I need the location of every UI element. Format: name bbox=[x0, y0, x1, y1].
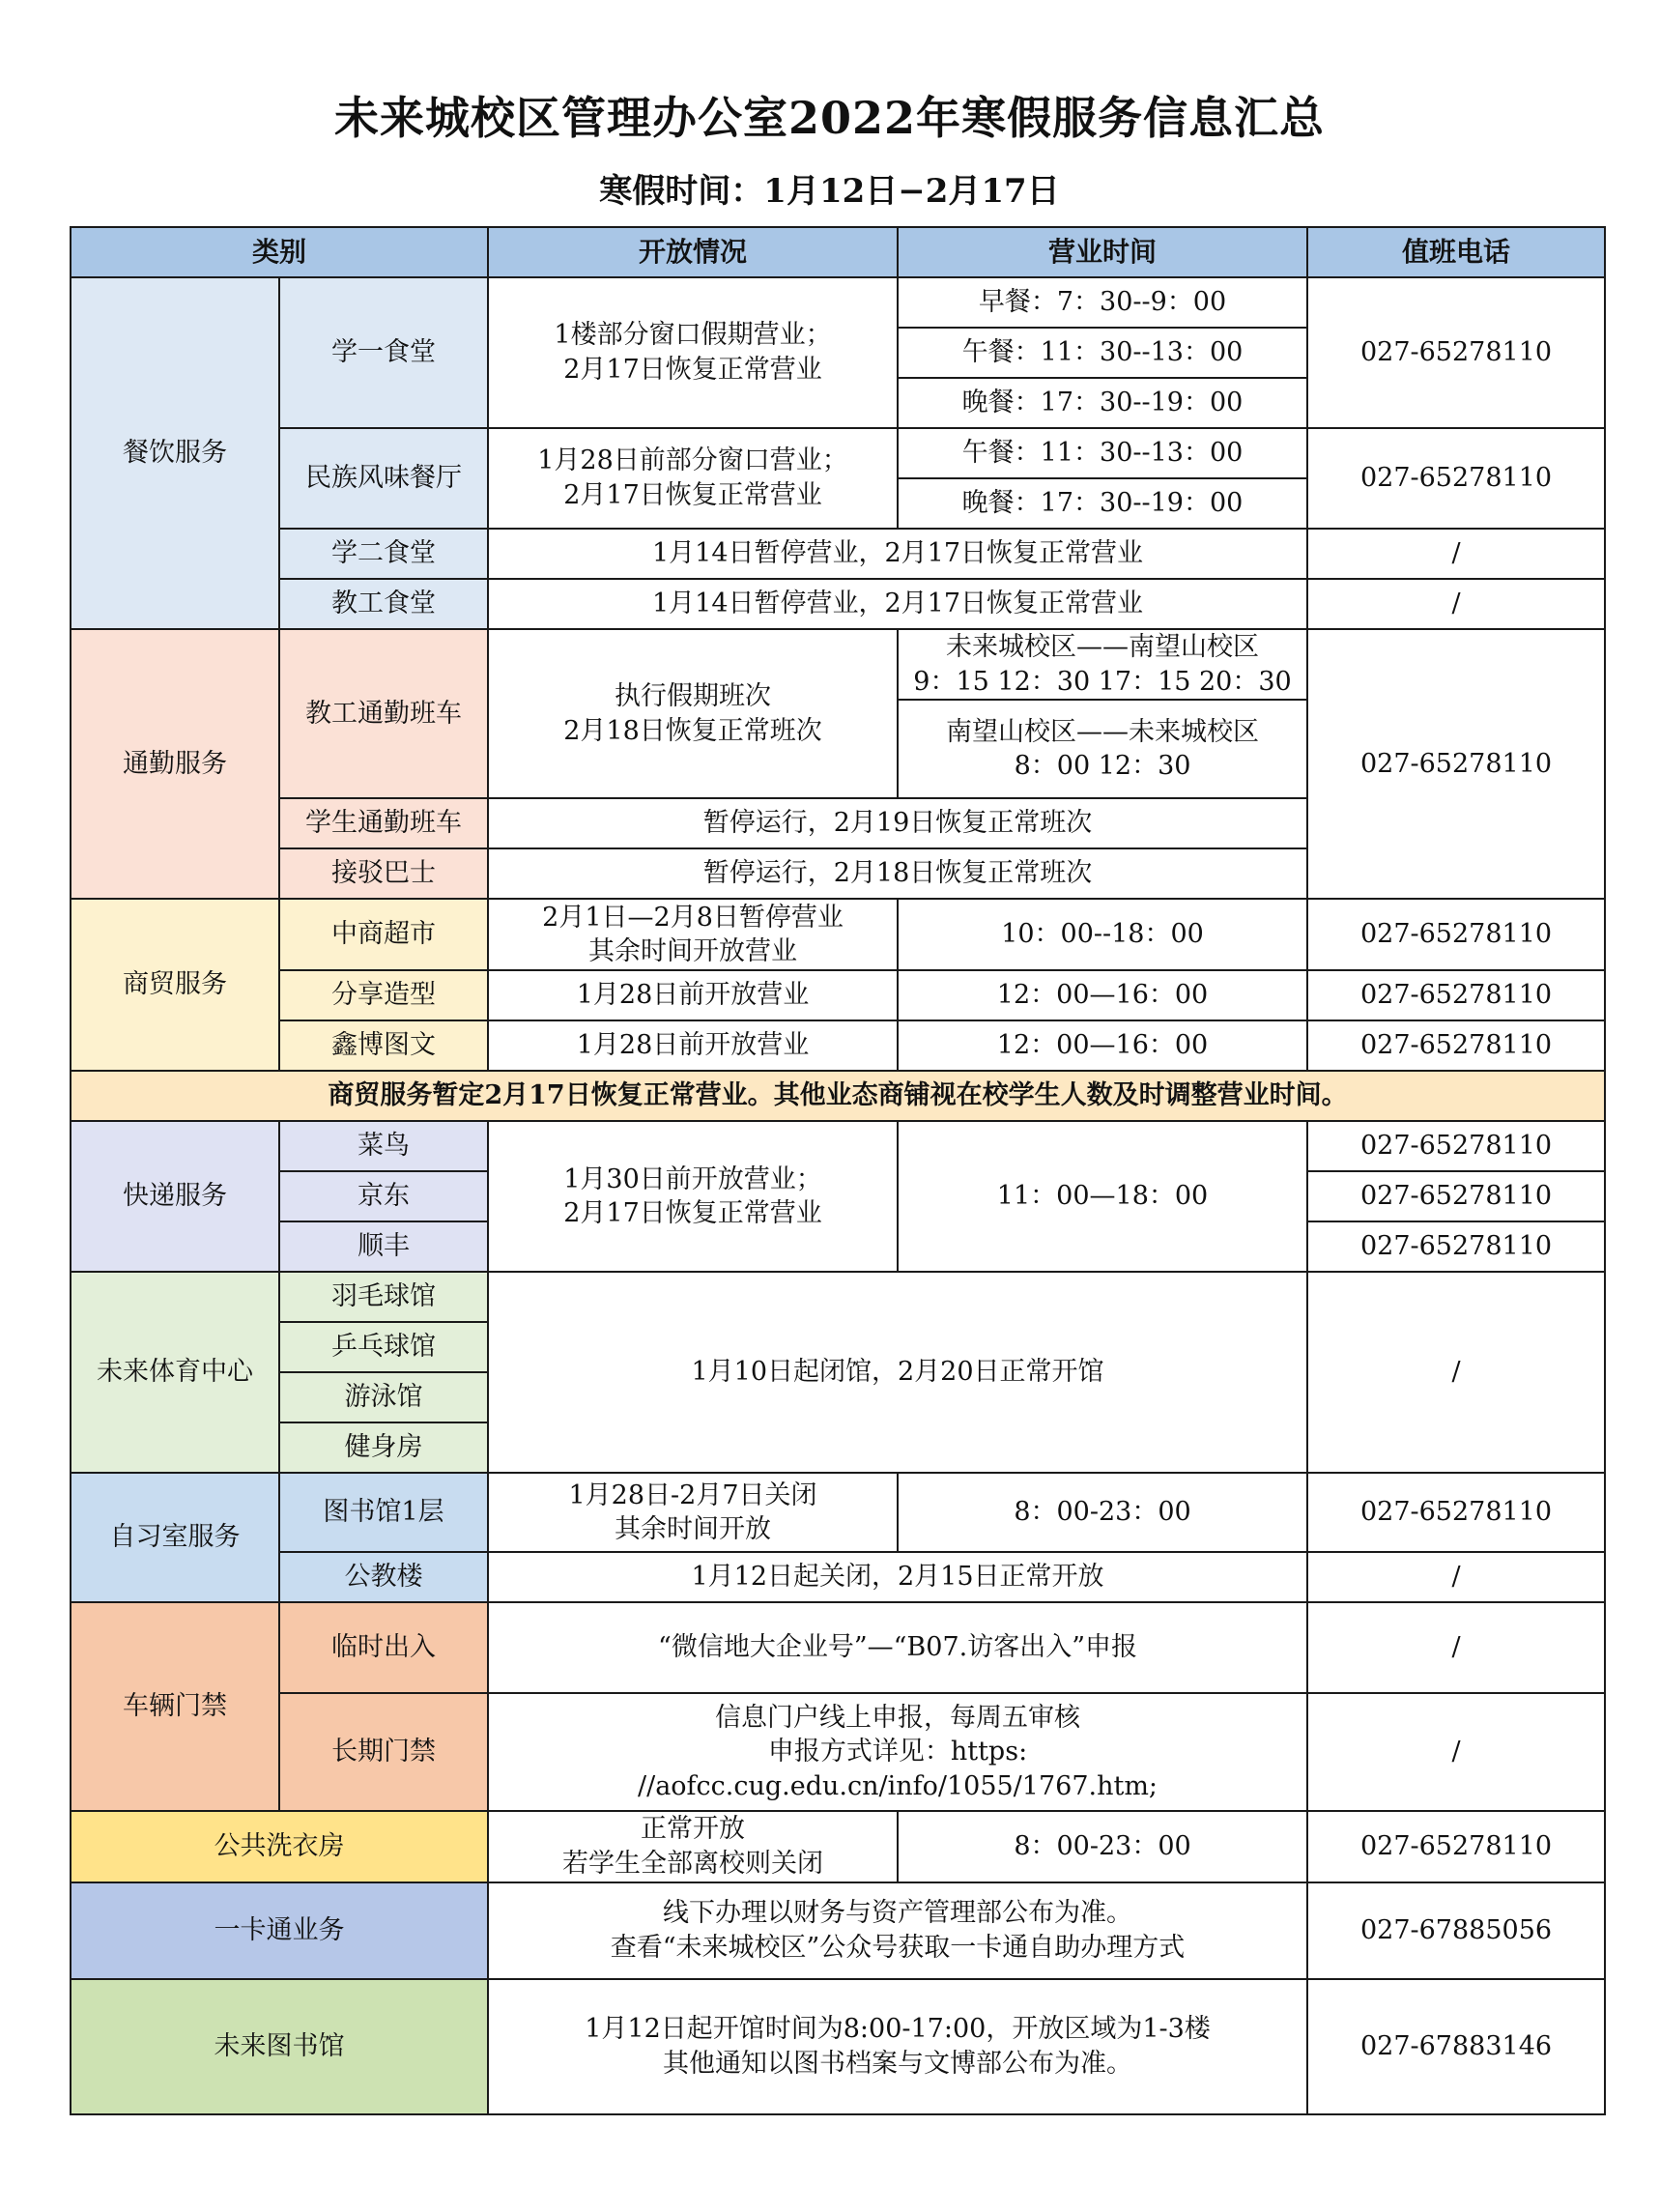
item-hours: 南望山校区——未来城校区 8：00 12：30 bbox=[898, 700, 1307, 798]
item-hours: 午餐：11：30--13：00 bbox=[898, 428, 1307, 478]
item-hours: 8：00-23：00 bbox=[898, 1811, 1307, 1882]
item-phone: 027-65278110 bbox=[1307, 1221, 1605, 1272]
table-row bbox=[71, 1693, 1605, 1811]
item-phone: 027-65278110 bbox=[1307, 1473, 1605, 1552]
item-phone: / bbox=[1307, 1272, 1605, 1473]
item-name: 临时出入 bbox=[279, 1602, 488, 1693]
item-phone: / bbox=[1307, 1602, 1605, 1693]
item-status: 暂停运行，2月19日恢复正常班次 bbox=[488, 798, 1307, 848]
category-sports: 未来体育中心 bbox=[71, 1272, 279, 1473]
table-row bbox=[71, 277, 1605, 328]
item-status: 1月12日起关闭，2月15日正常开放 bbox=[488, 1552, 1307, 1602]
item-name: 健身房 bbox=[279, 1422, 488, 1473]
item-name: 教工食堂 bbox=[279, 579, 488, 629]
item-phone: 027-67883146 bbox=[1307, 1979, 1605, 2114]
table-row bbox=[71, 428, 1605, 478]
table-row bbox=[71, 970, 1605, 1020]
item-status: 1月12日起开馆时间为8:00-17:00，开放区域为1-3楼 其他通知以图书档案与文博部公布为准。 bbox=[488, 1979, 1307, 2114]
item-hours: 午餐：11：30--13：00 bbox=[898, 328, 1307, 378]
item-phone: 027-65278110 bbox=[1307, 428, 1605, 529]
item-status: 1月14日暂停营业，2月17日恢复正常营业 bbox=[488, 529, 1307, 579]
item-status: 1月28日前开放营业 bbox=[488, 1020, 898, 1071]
item-name: 鑫博图文 bbox=[279, 1020, 488, 1071]
item-phone: 027-65278110 bbox=[1307, 1121, 1605, 1171]
item-name: 中商超市 bbox=[279, 899, 488, 970]
item-phone: / bbox=[1307, 1693, 1605, 1811]
item-phone: / bbox=[1307, 579, 1605, 629]
table-row bbox=[71, 529, 1605, 579]
item-status: 1月14日暂停营业，2月17日恢复正常营业 bbox=[488, 579, 1307, 629]
header-status: 开放情况 bbox=[488, 227, 898, 277]
item-hours: 12：00—16：00 bbox=[898, 1020, 1307, 1071]
table-row bbox=[71, 1602, 1605, 1693]
item-name: 顺丰 bbox=[279, 1221, 488, 1272]
item-status: 信息门户线上申报，每周五审核 申报方式详见：https: //aofcc.cug.edu.cn/info/1055/1767.htm; bbox=[488, 1693, 1307, 1811]
item-name: 接驳巴士 bbox=[279, 848, 488, 899]
item-name: 游泳馆 bbox=[279, 1372, 488, 1422]
header-phone: 值班电话 bbox=[1307, 227, 1605, 277]
item-name: 京东 bbox=[279, 1171, 488, 1221]
item-name: 羽毛球馆 bbox=[279, 1272, 488, 1322]
item-status: 执行假期班次 2月18日恢复正常班次 bbox=[488, 629, 898, 798]
item-hours: 未来城校区——南望山校区 9：15 12：30 17：15 20：30 bbox=[898, 629, 1307, 700]
item-name: 学生通勤班车 bbox=[279, 798, 488, 848]
item-name: 学一食堂 bbox=[279, 277, 488, 428]
item-status: 暂停运行，2月18日恢复正常班次 bbox=[488, 848, 1307, 899]
item-phone: 027-67885056 bbox=[1307, 1882, 1605, 1979]
category-library: 未来图书馆 bbox=[71, 1979, 488, 2114]
item-name: 公教楼 bbox=[279, 1552, 488, 1602]
item-hours: 8：00-23：00 bbox=[898, 1473, 1307, 1552]
service-table bbox=[70, 226, 1606, 2115]
header-category: 类别 bbox=[71, 227, 488, 277]
item-phone: 027-65278110 bbox=[1307, 970, 1605, 1020]
category-trade: 商贸服务 bbox=[71, 899, 279, 1071]
category-express: 快递服务 bbox=[71, 1121, 279, 1272]
item-status: 正常开放 若学生全部离校则关闭 bbox=[488, 1811, 898, 1882]
item-phone: 027-65278110 bbox=[1307, 629, 1605, 899]
table-row bbox=[71, 1811, 1605, 1882]
category-study: 自习室服务 bbox=[71, 1473, 279, 1602]
table-row bbox=[71, 579, 1605, 629]
table-row bbox=[71, 629, 1605, 700]
item-hours: 12：00—16：00 bbox=[898, 970, 1307, 1020]
page-subtitle: 寒假时间：1月12日−2月17日 bbox=[599, 172, 1060, 211]
item-status: 1月10日起闭馆，2月20日正常开馆 bbox=[488, 1272, 1307, 1473]
table-row bbox=[71, 1882, 1605, 1979]
item-status: 2月1日—2月8日暂停营业 其余时间开放营业 bbox=[488, 899, 898, 970]
header-row bbox=[71, 227, 1605, 277]
item-hours: 晚餐：17：30--19：00 bbox=[898, 378, 1307, 428]
category-laundry: 公共洗衣房 bbox=[71, 1811, 488, 1882]
item-name: 菜鸟 bbox=[279, 1121, 488, 1171]
item-hours: 晚餐：17：30--19：00 bbox=[898, 478, 1307, 529]
item-phone: / bbox=[1307, 1552, 1605, 1602]
table-row bbox=[71, 1552, 1605, 1602]
item-status: “微信地大企业号”—“B07.访客出入”申报 bbox=[488, 1602, 1307, 1693]
category-commute: 通勤服务 bbox=[71, 629, 279, 899]
item-name: 教工通勤班车 bbox=[279, 629, 488, 798]
page-title: 未来城校区管理办公室2022年寒假服务信息汇总 bbox=[333, 92, 1326, 144]
item-hours: 10：00--18：00 bbox=[898, 899, 1307, 970]
item-phone: / bbox=[1307, 529, 1605, 579]
item-name: 民族风味餐厅 bbox=[279, 428, 488, 529]
item-status: 1月30日前开放营业； 2月17日恢复正常营业 bbox=[488, 1121, 898, 1272]
item-name: 分享造型 bbox=[279, 970, 488, 1020]
table-row bbox=[71, 899, 1605, 970]
table-row bbox=[71, 1272, 1605, 1322]
category-card: 一卡通业务 bbox=[71, 1882, 488, 1979]
item-phone: 027-65278110 bbox=[1307, 1020, 1605, 1071]
item-name: 图书馆1层 bbox=[279, 1473, 488, 1552]
item-status: 线下办理以财务与资产管理部公布为准。 查看“未来城校区”公众号获取一卡通自助办理方式 bbox=[488, 1882, 1307, 1979]
table-row bbox=[71, 1979, 1605, 2114]
item-phone: 027-65278110 bbox=[1307, 1171, 1605, 1221]
table-row bbox=[71, 1071, 1605, 1121]
item-name: 学二食堂 bbox=[279, 529, 488, 579]
item-status: 1月28日前部分窗口营业； 2月17日恢复正常营业 bbox=[488, 428, 898, 529]
item-status: 1月28日前开放营业 bbox=[488, 970, 898, 1020]
item-hours: 11：00—18：00 bbox=[898, 1121, 1307, 1272]
trade-note: 商贸服务暂定2月17日恢复正常营业。其他业态商铺视在校学生人数及时调整营业时间。 bbox=[71, 1071, 1605, 1121]
item-hours: 早餐：7：30--9：00 bbox=[898, 277, 1307, 328]
item-phone: 027-65278110 bbox=[1307, 899, 1605, 970]
table-row bbox=[71, 1020, 1605, 1071]
item-name: 乒乓球馆 bbox=[279, 1322, 488, 1372]
item-phone: 027-65278110 bbox=[1307, 1811, 1605, 1882]
table-row bbox=[71, 1121, 1605, 1171]
category-dining: 餐饮服务 bbox=[71, 277, 279, 629]
table-row bbox=[71, 1473, 1605, 1552]
item-status: 1楼部分窗口假期营业； 2月17日恢复正常营业 bbox=[488, 277, 898, 428]
item-status: 1月28日-2月7日关闭 其余时间开放 bbox=[488, 1473, 898, 1552]
item-name: 长期门禁 bbox=[279, 1693, 488, 1811]
category-vehicle: 车辆门禁 bbox=[71, 1602, 279, 1811]
item-phone: 027-65278110 bbox=[1307, 277, 1605, 428]
header-hours: 营业时间 bbox=[898, 227, 1307, 277]
